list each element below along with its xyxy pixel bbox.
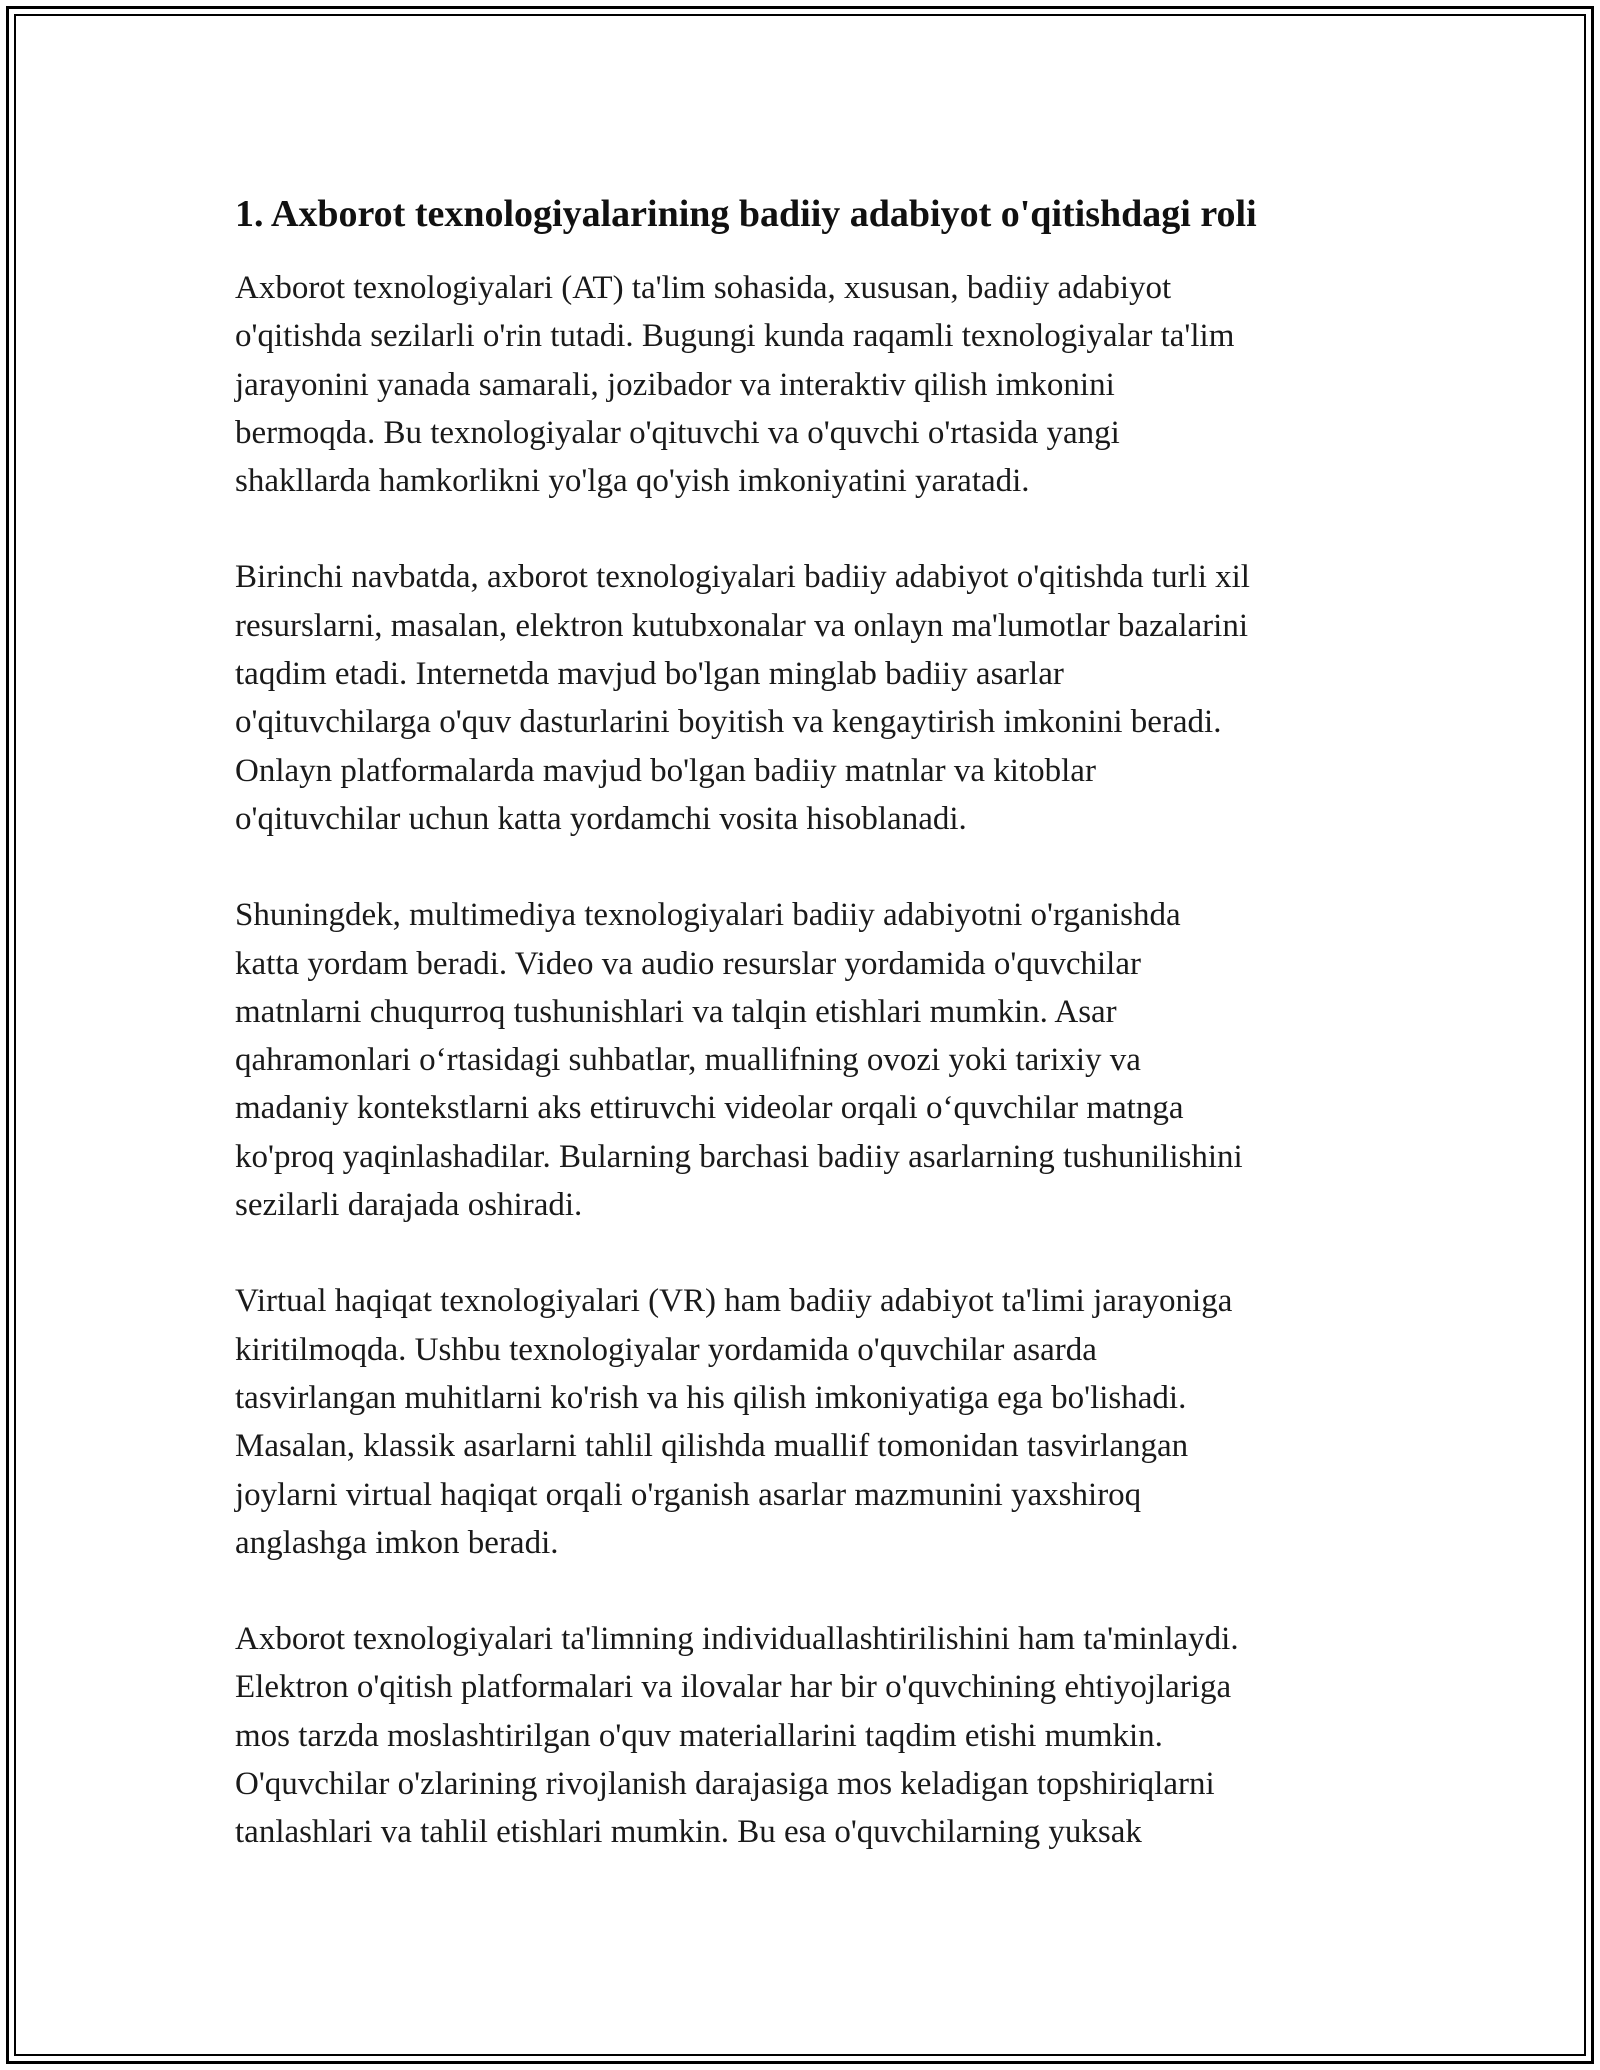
text-line: joylarni virtual haqiqat orqali o'rganish asarlar mazmunini yaxshiroq [235, 1476, 1142, 1513]
text-line: Shuningdek, multimediya texnologiyalari badiiy adabiyotni o'rganishda [235, 897, 1181, 934]
paragraph [235, 1615, 1385, 1856]
text-line: Onlayn platformalarda mavjud bo'lgan badiiy matnlar va kitoblar [235, 752, 1096, 789]
text-line: O'quvchilar o'zlarining rivojlanish darajasiga mos keladigan topshiriqlarni [235, 1766, 1215, 1803]
text-line: katta yordam beradi. Video va audio resurslar yordamida o'quvchilar [235, 945, 1141, 982]
text-line: Elektron o'qitish platformalari va ilovalar har bir o'quvchining ehtiyojlariga [235, 1669, 1232, 1706]
text-line: anglashga imkon beradi. [235, 1524, 559, 1561]
text-line: matnlarni chuqurroq tushunishlari va talqin etishlari mumkin. Asar [235, 993, 1117, 1030]
text-line: madaniy kontekstlarni aks ettiruvchi videolar orqali o‘quvchilar matnga [235, 1090, 1184, 1127]
text-line: tasvirlangan muhitlarni ko'rish va his qilish imkoniyatiga ega bo'lishadi. [235, 1379, 1187, 1416]
text-line: tanlashlari va tahlil etishlari mumkin. Bu esa o'quvchilarning yuksak [235, 1814, 1142, 1851]
text-line: qahramonlari o‘rtasidagi suhbatlar, muallifning ovozi yoki tarixiy va [235, 1042, 1141, 1079]
text-line: Birinchi navbatda, axborot texnologiyalari badiiy adabiyot o'qitishda turli xil [235, 559, 1250, 596]
text-line: resurslarni, masalan, elektron kutubxonalar va onlayn ma'lumotlar bazalarini [235, 607, 1249, 644]
text-line: o'qitishda sezilarli o'rin tutadi. Bugungi kunda raqamli texnologiyalar ta'lim [235, 318, 1235, 355]
text-line: mos tarzda moslashtirilgan o'quv materiallarini taqdim etishi mumkin. [235, 1717, 1163, 1754]
text-line: kiritilmoqda. Ushbu texnologiyalar yordamida o'quvchilar asarda [235, 1331, 1097, 1368]
paragraph [235, 553, 1385, 843]
text-line: Axborot texnologiyalari ta'limning individuallashtirilishini ham ta'minlaydi. [235, 1621, 1239, 1658]
paragraph [235, 891, 1385, 1229]
text-line: sezilarli darajada oshiradi. [235, 1187, 583, 1224]
document-body [235, 188, 1385, 1905]
text-line: bermoqda. Bu texnologiyalar o'qituvchi va o'quvchi o'rtasida yangi [235, 414, 1120, 451]
paragraph [235, 1277, 1385, 1567]
text-line: Axborot texnologiyalari (AT) ta'lim sohasida, xususan, badiiy adabiyot [235, 270, 1172, 306]
text-line: Masalan, klassik asarlarni tahlil qilishda muallif tomonidan tasvirlangan [235, 1428, 1189, 1465]
text-line: jarayonini yanada samarali, jozibador va interaktiv qilish imkonini [235, 366, 1115, 403]
text-line: o'qituvchilar uchun katta yordamchi vosita hisoblanadi. [235, 800, 967, 837]
paragraph-list [235, 264, 1385, 1857]
paragraph [235, 264, 1385, 505]
text-line: o'qituvchilarga o'quv dasturlarini boyitish va kengaytirish imkonini beradi. [235, 704, 1222, 741]
text-line: shakllarda hamkorlikni yo'lga qo'yish imkoniyatini yaratadi. [235, 463, 1030, 500]
section-title: 1. Axborot texnologiyalarining badiiy adabiyot o'qitishdagi roli [235, 193, 1257, 235]
text-line: taqdim etadi. Internetda mavjud bo'lgan minglab badiiy asarlar [235, 656, 1064, 693]
text-line: Virtual haqiqat texnologiyalari (VR) ham badiiy adabiyot ta'limi jarayoniga [235, 1283, 1233, 1320]
text-line: ko'proq yaqinlashadilar. Bularning barchasi badiiy asarlarning tushunilishini [235, 1138, 1243, 1175]
